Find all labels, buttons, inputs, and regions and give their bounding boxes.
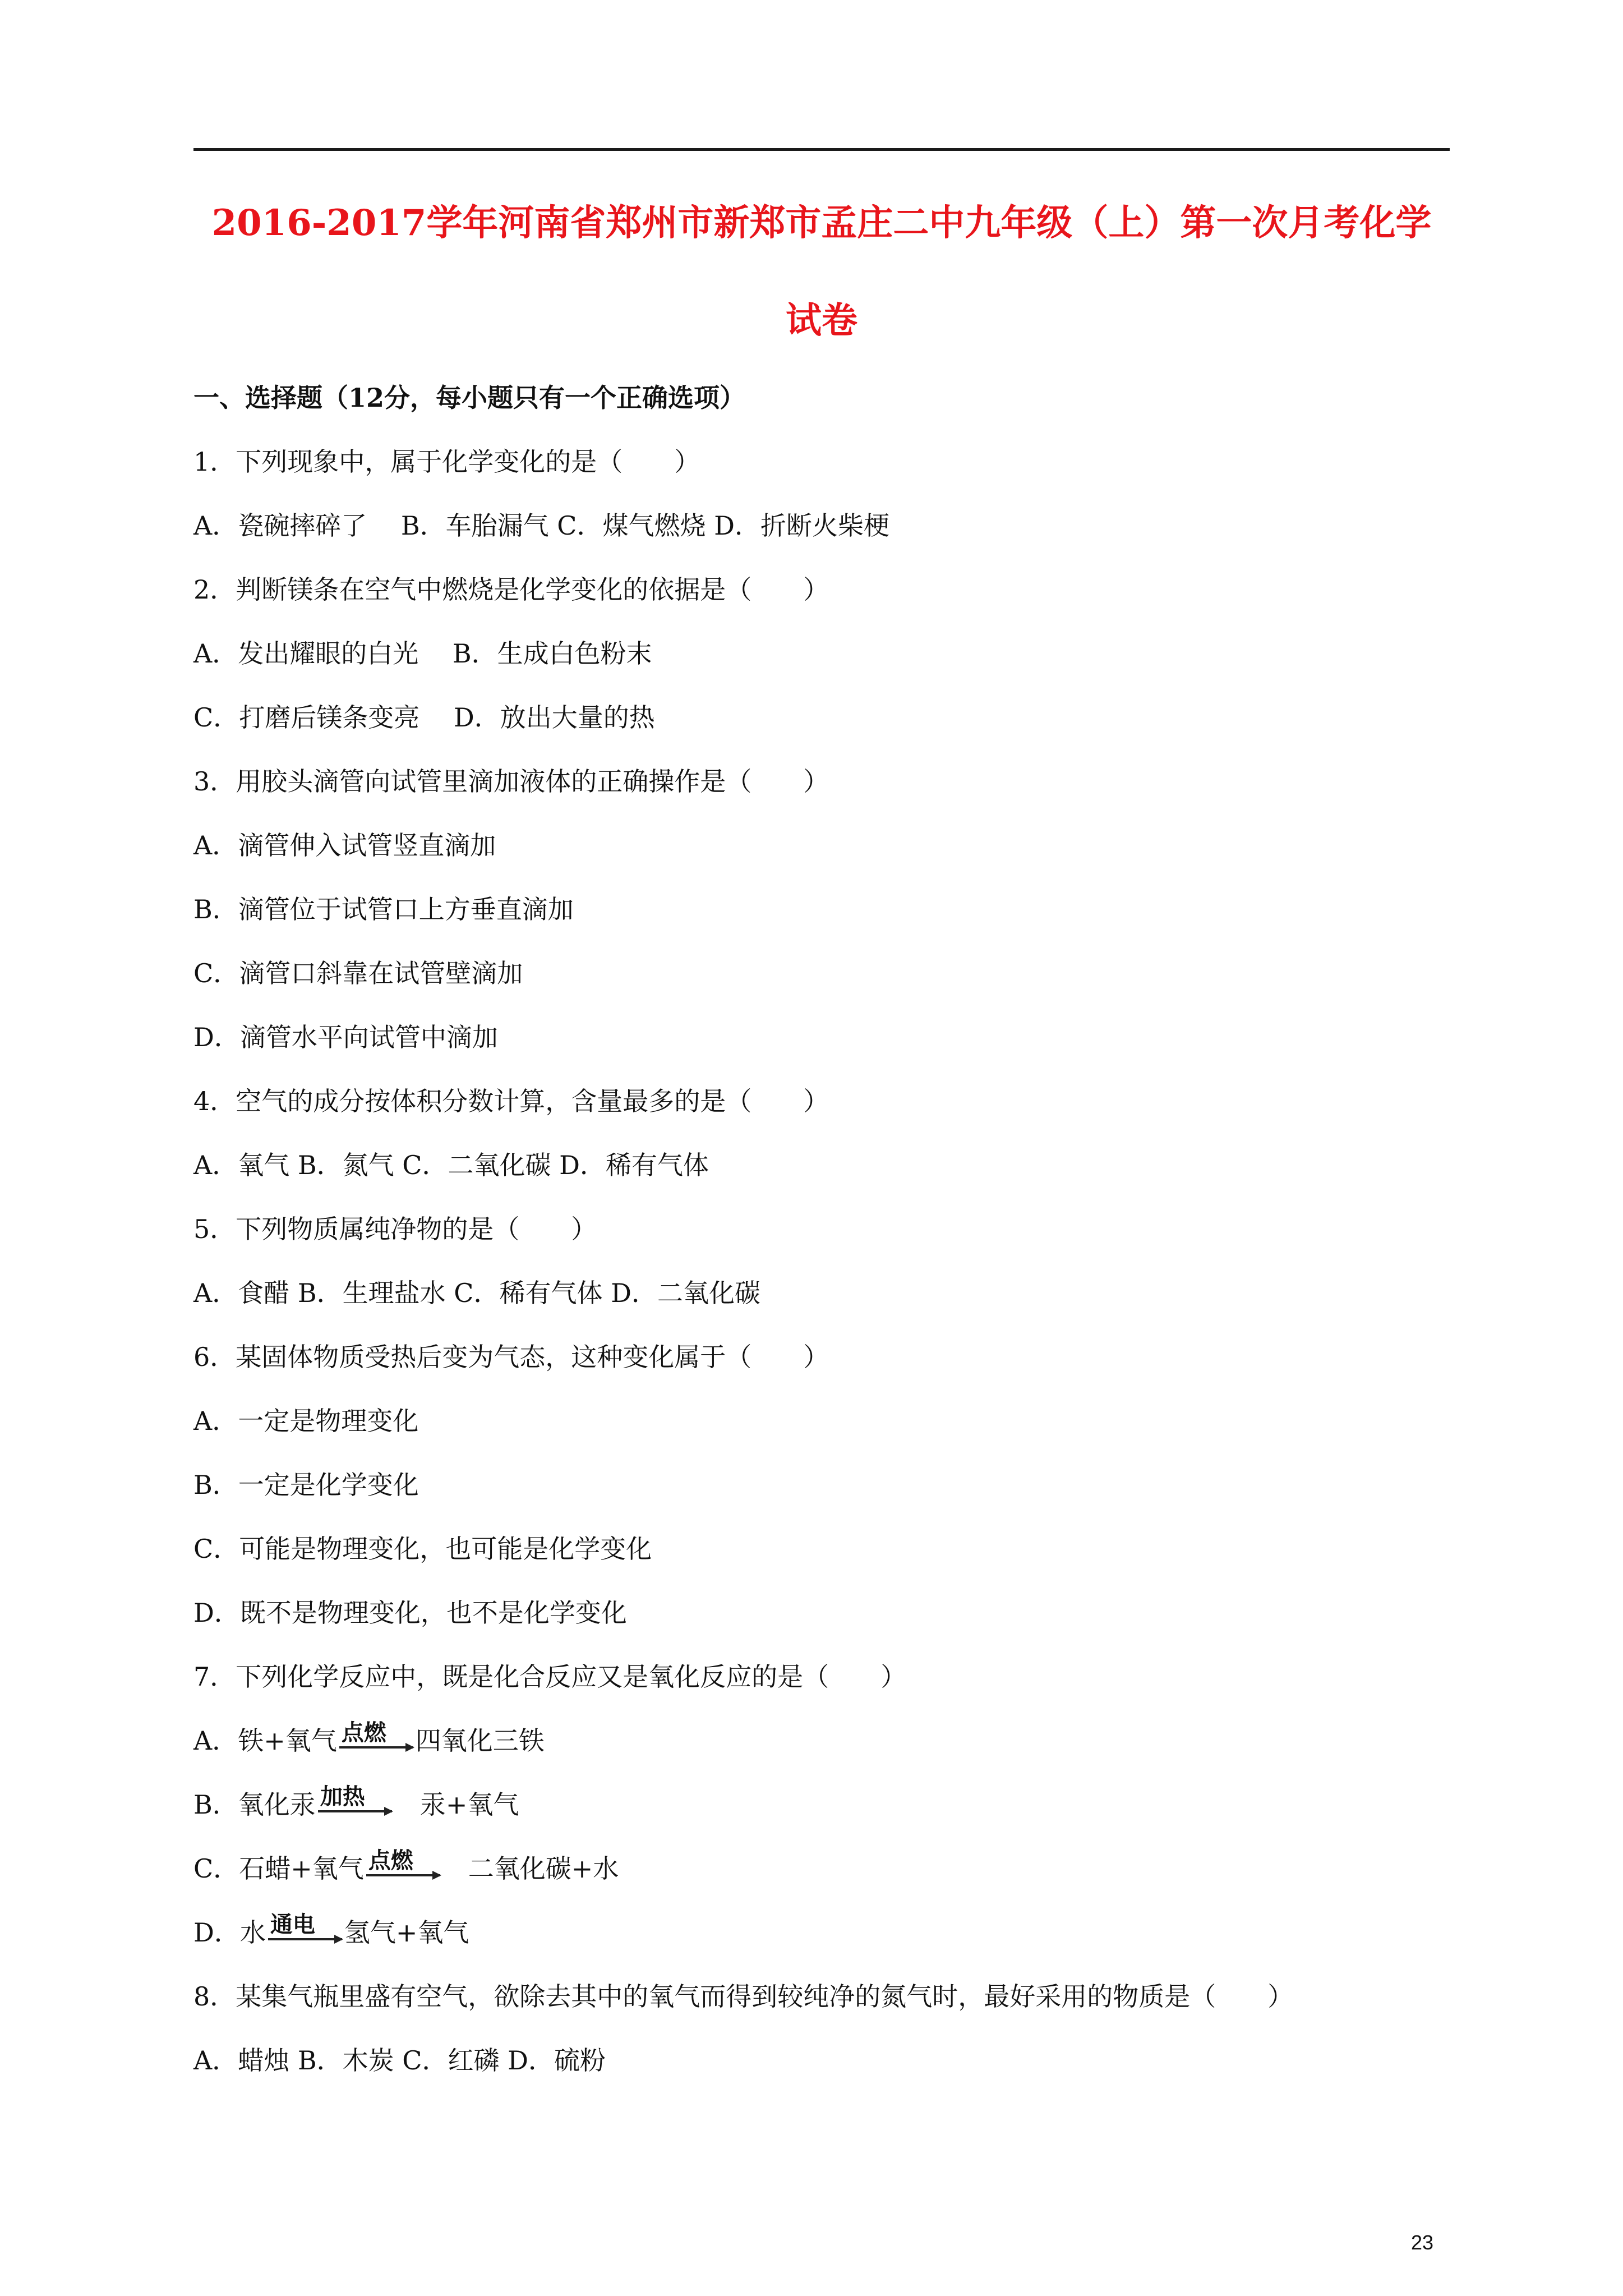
- question-6-option-d: D．既不是物理变化，也不是化学变化: [193, 1598, 627, 1628]
- exam-title-line-1: 2016-2017学年河南省郑州市新郑市孟庄二中九年级（上）第一次月考化学: [211, 202, 1432, 244]
- question-1-options: A．瓷碗摔碎了 B．车胎漏气 C．煤气燃烧 D．折断火柴梗: [193, 510, 889, 541]
- question-4-stem: 4．空气的成分按体积分数计算，含量最多的是（ ）: [193, 1086, 829, 1116]
- question-5-stem: 5．下列物质属纯净物的是（ ）: [193, 1214, 597, 1244]
- question-2-options-row-1: A．发出耀眼的白光 B．生成白色粉末: [193, 638, 652, 669]
- reaction-condition-arrow: [364, 1848, 442, 1885]
- page-number: 23: [1410, 2231, 1433, 2254]
- question-7-option-d: [193, 1912, 469, 1949]
- reaction-reactants: A．铁+氧气: [193, 1726, 337, 1756]
- reaction-condition-label: 通电: [270, 1912, 315, 1938]
- question-6-option-b: B．一定是化学变化: [193, 1470, 419, 1500]
- reaction-reactants: B．氧化汞: [193, 1789, 316, 1820]
- question-2-options-row-2: C．打磨后镁条变亮 D．放出大量的热: [193, 702, 655, 733]
- reaction-condition-arrow: [266, 1912, 344, 1949]
- arrow-icon: [268, 1938, 342, 1940]
- reaction-condition-arrow: [316, 1784, 394, 1821]
- question-1-stem: 1．下列现象中，属于化学变化的是（ ）: [193, 447, 700, 477]
- question-8-stem: 8．某集气瓶里盛有空气，欲除去其中的氧气而得到较纯净的氮气时，最好采用的物质是（ ）: [193, 1981, 1294, 2012]
- reaction-products: 四氧化三铁: [415, 1726, 545, 1756]
- arrow-icon: [366, 1874, 440, 1876]
- question-7-option-a: [193, 1720, 545, 1757]
- reaction-condition-label: 加热: [320, 1784, 365, 1810]
- arrow-icon: [339, 1746, 413, 1749]
- question-2-stem: 2．判断镁条在空气中燃烧是化学变化的依据是（ ）: [193, 574, 829, 605]
- question-8-options: A．蜡烛 B．木炭 C．红磷 D．硫粉: [193, 2045, 606, 2076]
- question-6-stem: 6．某固体物质受热后变为气态，这种变化属于（ ）: [193, 1342, 829, 1372]
- question-7-stem: 7．下列化学反应中，既是化合反应又是氧化反应的是（ ）: [193, 1662, 907, 1692]
- reaction-products: 氢气+氧气: [344, 1917, 469, 1948]
- question-3-option-d: D．滴管水平向试管中滴加: [193, 1022, 498, 1052]
- reaction-reactants: C．石蜡+氧气: [193, 1853, 364, 1884]
- question-6-option-c: C．可能是物理变化，也可能是化学变化: [193, 1534, 652, 1564]
- reaction-reactants: D．水: [193, 1917, 266, 1948]
- question-3-stem: 3．用胶头滴管向试管里滴加液体的正确操作是（ ）: [193, 766, 829, 797]
- reaction-products: 二氧化碳+水: [442, 1853, 619, 1884]
- question-4-options: A．氧气 B．氮气 C．二氧化碳 D．稀有气体: [193, 1150, 709, 1180]
- question-3-option-c: C．滴管口斜靠在试管壁滴加: [193, 958, 523, 988]
- question-5-options: A．食醋 B．生理盐水 C．稀有气体 D．二氧化碳: [193, 1278, 760, 1308]
- section-heading: 一、选择题（12分，每小题只有一个正确选项）: [193, 383, 746, 413]
- question-3-option-b: B．滴管位于试管口上方垂直滴加: [193, 894, 574, 924]
- question-3-option-a: A．滴管伸入试管竖直滴加: [193, 830, 496, 861]
- question-7-option-b: [193, 1784, 519, 1821]
- exam-title-line-2: 试卷: [786, 300, 857, 342]
- question-6-option-a: A．一定是物理变化: [193, 1406, 419, 1436]
- reaction-condition-label: 点燃: [341, 1720, 386, 1746]
- reaction-products: 汞+氧气: [394, 1789, 519, 1820]
- question-7-option-c: [193, 1848, 619, 1885]
- arrow-icon: [318, 1810, 392, 1812]
- reaction-condition-arrow: [337, 1720, 416, 1757]
- header-rule: [193, 148, 1450, 151]
- reaction-condition-label: 点燃: [368, 1848, 413, 1874]
